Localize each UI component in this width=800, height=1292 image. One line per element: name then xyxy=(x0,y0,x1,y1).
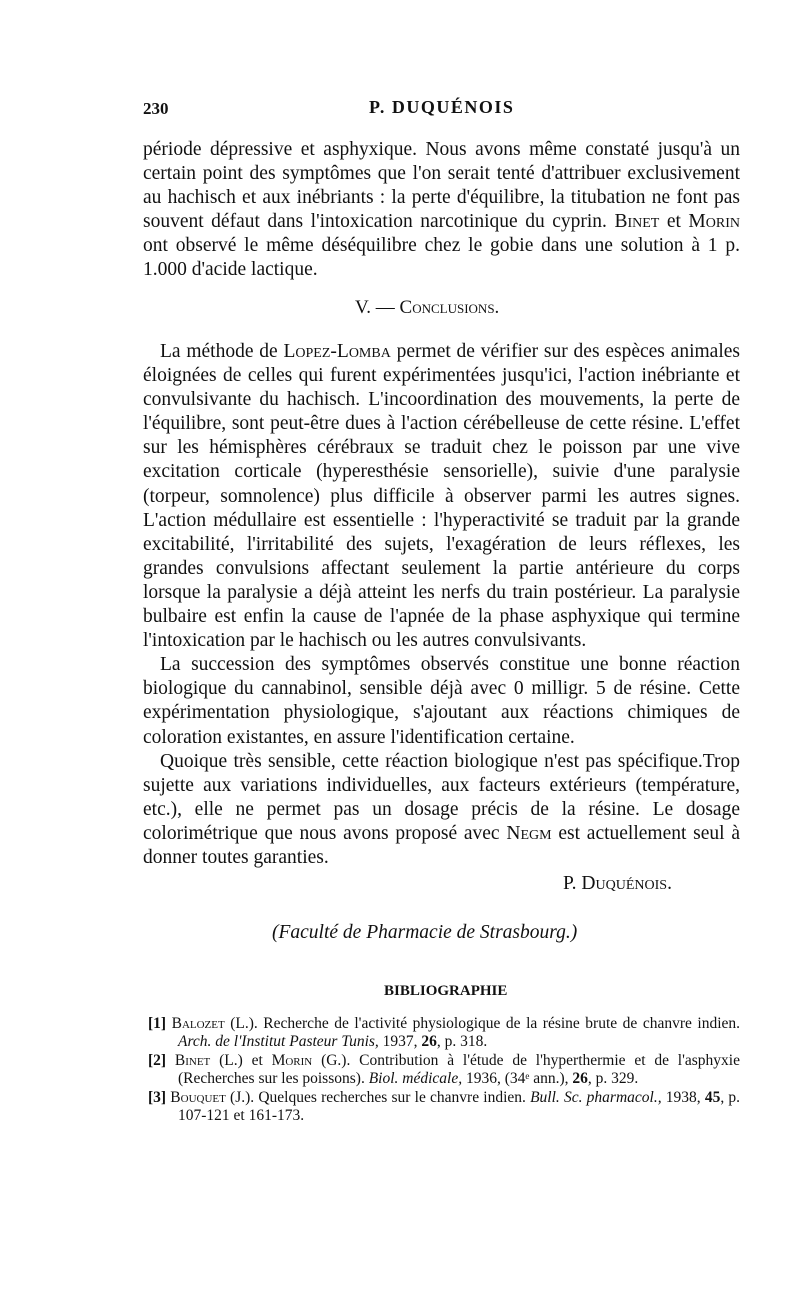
bibliography-entry xyxy=(148,1015,740,1050)
bibliography-list xyxy=(148,1015,740,1127)
paragraph-text: ont observé le même déséquilibre chez le gobie dans une solution à 1 p. 1.000 d'acide lactique. xyxy=(143,235,740,281)
reference-year: 1937, xyxy=(378,1032,422,1050)
paragraph-text: et xyxy=(659,211,689,233)
reference-journal: Biol. médicale, xyxy=(368,1069,463,1087)
paragraph xyxy=(143,750,740,870)
reference-author: Bouquet xyxy=(170,1089,226,1107)
paragraph-text: période dépressive et asphyxique. Nous avons même constaté jusqu'à un certain point des symptômes que l'on serait tenté d'attribuer exclusivement au hachisch et aux inébriants : la perte d'équilibre, la titubation ne font pas souvent défaut dans l'intoxication narcotinique du cyprin. xyxy=(143,139,740,233)
reference-text: Quelques recherches sur le chanvre indien. xyxy=(258,1089,531,1107)
reference-volume: 26 xyxy=(572,1069,588,1087)
reference-author: Binet xyxy=(174,1052,211,1070)
section-number: V. — xyxy=(355,297,400,318)
reference-text: Recherche de l'activité physiologique de la résine brute de chanvre indien. xyxy=(263,1015,741,1032)
reference-initials: (J.). xyxy=(225,1089,259,1107)
page-number: 230 xyxy=(143,99,169,118)
reference-journal: Bull. Sc. pharmacol., xyxy=(530,1089,662,1107)
paragraph-text: La succession des symptômes observés constitue une bonne réaction biologique du cannabinol, sensible déjà avec 0 milligr. 5 de résine. Cette expérimentation physiologique, s'ajoutant aux réactions chimiques de coloration existantes, en assure l'identification certaine. xyxy=(143,654,740,748)
reference-initials: (L.) et xyxy=(210,1052,272,1070)
author-signature: P. Duquénois. xyxy=(563,873,672,894)
reference-author: Morin xyxy=(271,1052,313,1070)
reference-year: 1936, (34ᵉ ann.), xyxy=(462,1069,573,1087)
body-block-conclusions xyxy=(143,340,740,870)
reference-pages: , p. 329. xyxy=(587,1069,639,1087)
author-name: Binet xyxy=(614,211,660,233)
reference-volume: 45 xyxy=(704,1089,721,1107)
affiliation: (Faculté de Pharmacie de Strasbourg.) xyxy=(272,922,578,943)
reference-author: Balozet xyxy=(171,1015,225,1032)
reference-number: [1] xyxy=(148,1015,167,1032)
reference-journal: Arch. de l'Institut Pasteur Tunis, xyxy=(178,1032,379,1050)
paragraph-text: La méthode de xyxy=(160,341,284,362)
reference-number: [3] xyxy=(148,1089,167,1107)
author-name: Morin xyxy=(688,211,740,233)
author-name: Negm xyxy=(506,822,552,844)
bibliography-entry xyxy=(148,1089,740,1124)
bibliography-heading: BIBLIOGRAPHIE xyxy=(384,983,508,999)
body-block-top xyxy=(143,138,740,283)
running-title: P. DUQUÉNOIS xyxy=(369,97,515,117)
reference-text: Contribution à l'étude de l'hyperthermie et de l'asphyxie (Recherches sur les poissons). xyxy=(178,1052,740,1087)
reference-pages: , p. 318. xyxy=(436,1032,488,1050)
reference-initials: (G.). xyxy=(312,1052,360,1070)
reference-number: [2] xyxy=(148,1052,167,1070)
bibliography-entry xyxy=(148,1052,740,1087)
reference-volume: 26 xyxy=(421,1032,437,1050)
paragraph-text: est actuellement seul à donner toutes garanties. xyxy=(143,822,741,868)
section-title: Conclusions. xyxy=(399,297,500,318)
running-head xyxy=(143,97,740,123)
reference-initials: (L.). xyxy=(224,1015,264,1032)
reference-year: 1938, xyxy=(661,1089,705,1107)
section-heading xyxy=(355,297,499,319)
paragraph-text: Quoique très sensible, cette réaction biologique n'est pas spécifique.Trop sujette aux variations individuelles, aux facteurs extérieurs (température, etc.), elle ne permet pas un dosage précis de la résine. Le dosage colorimétrique que nous avons proposé avec xyxy=(143,750,740,844)
paragraph xyxy=(143,340,740,653)
author-name: Lopez-Lomba xyxy=(283,341,391,362)
reference-pages: , p. 107-121 et 161-173. xyxy=(178,1089,741,1124)
paragraph-text: permet de vérifier sur des espèces animales éloignées de celles qui furent expérimentées jusqu'ici, l'action inébriante et convulsivante du hachisch. L'incoordination des mouvements, la perte de l'équilibre, sont peut-être dues à l'action cérébelleuse de cette résine. L'effet sur les hémisphères cérébraux se traduit chez le poisson par une vive excitation corticale (hyperesthésie sensorielle), suivie d'une paralysie (torpeur, somnolence) plus difficile à observer parmi les autres signes. L'action médullaire est essentielle : l'hyperactivité se traduit par la grande excitabilité, l'irritabilité des sujets, l'exagération de leurs réflexes, les grandes convulsions affectant seulement la partie antérieure du corps lorsque la paralysie a déjà atteint les nerfs du train postérieur. La paralysie bulbaire est enfin la cause de l'apnée de la phase asphyxique qui termine l'intoxication par le hachisch ou les autres convulsivants. xyxy=(143,341,740,652)
paragraph xyxy=(143,138,740,283)
paragraph xyxy=(143,653,740,749)
